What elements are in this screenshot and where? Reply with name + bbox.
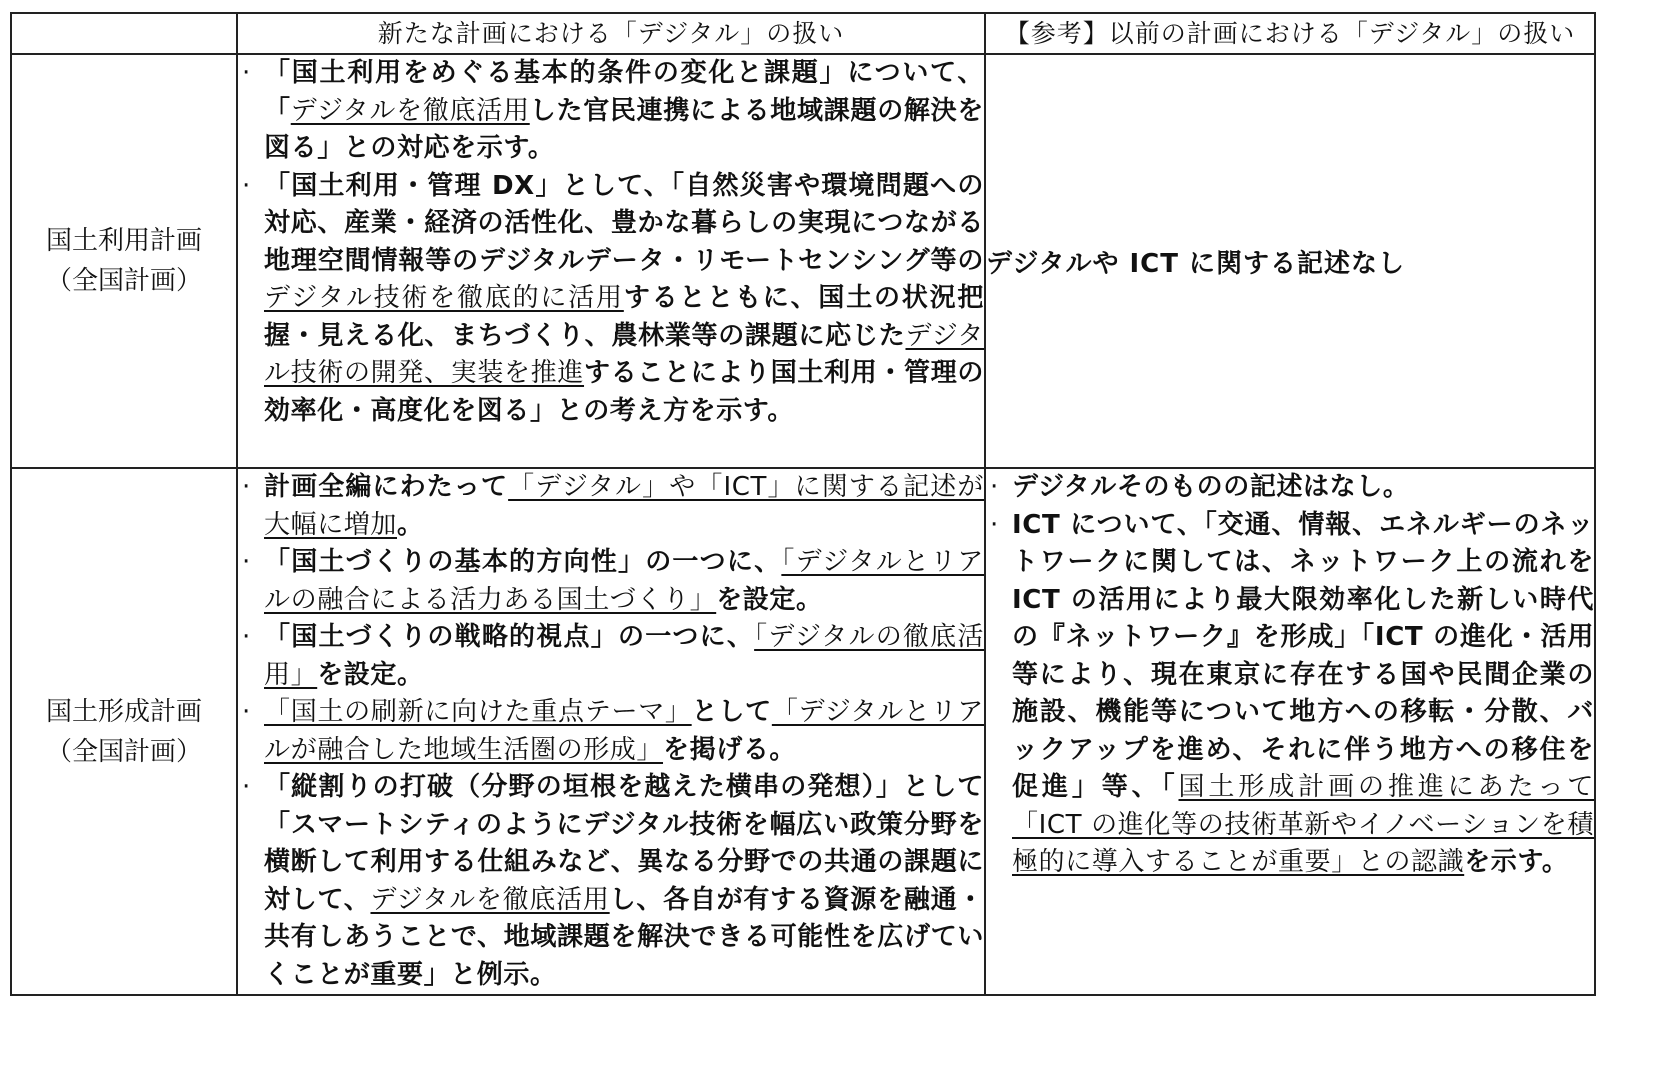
bullet-text: 計画全編にわたって (264, 472, 509, 502)
underlined-text: 「デジタル」や「ICT」に関する記述が大幅に増加 (264, 472, 985, 540)
bullet-text: 「国土づくりの戦略的視点」の一つに、 (264, 622, 755, 652)
underlined-text: 「国土の刷新に向けた重点テーマ」 (264, 697, 692, 727)
underlined-text: デジタル技術を徹底的に活用 (264, 283, 624, 313)
bullet-item (238, 168, 984, 431)
bullet-text: を設定。 (317, 659, 424, 690)
bullet-dot: · (242, 697, 251, 727)
bullet-text: した官民連携による地域課題の解決を図る」との対応を示す。 (264, 95, 984, 163)
row-label (11, 468, 237, 995)
bullet-text: し、各自が有する資源を融通・共有しあうことで、地域課題を解決できる可能性を広げていくことが重要」と例示。 (264, 884, 985, 990)
bullet-item (238, 619, 984, 694)
bullet-text: 「縦割りの打破（分野の垣根を越えた横串の発想）」として「スマートシティのようにデジタル技術を幅広い政策分野を横断して利用する仕組みなど、異なる分野での共通の課題に対して、 (264, 772, 984, 915)
row-label (11, 54, 237, 468)
bullet-dot: · (242, 472, 251, 502)
underlined-text: デジタル技術の開発、実装を推進 (264, 320, 985, 388)
row-label-line1: 国土形成計画 (45, 696, 202, 727)
bullet-dot: · (242, 622, 251, 652)
bullet-dot: · (242, 170, 251, 201)
table-row (11, 468, 1595, 995)
row-label-line1: 国土利用計画 (45, 226, 202, 256)
bullet-text: を示す。 (1464, 847, 1569, 877)
bullet-dot: · (242, 772, 251, 802)
bullet-item (238, 769, 984, 994)
bullet-list (986, 469, 1594, 882)
header-row (11, 13, 1595, 54)
bullet-text: を掲げる。 (663, 734, 797, 765)
row-label-line2: （全国計画） (45, 736, 202, 767)
underlined-text: 「デジタルとリアルが融合した地域生活圏の形成」 (264, 697, 984, 765)
previous-plan-cell (985, 468, 1595, 995)
bullet-text: ICT について、「交通、情報、エネルギーのネットワークに関しては、ネットワーク上の流れを ICT の活用により最大限効率化した新しい時代の『ネットワーク』を形成」「ICT の進化・活用等により、現在東京に存在する国や民間企業の施設、機能等について地方への移転・分散、バックアップを進め、それに伴う地方への移住を促進」等、「 (1012, 509, 1594, 802)
bullet-text: することにより国土利用・管理の効率化・高度化を図る」との考え方を示す。 (264, 358, 984, 426)
underlined-text: 「デジタルの徹底活用」 (264, 622, 984, 690)
bullet-item (238, 55, 984, 168)
bullet-item (238, 469, 984, 544)
bullet-text: として (691, 697, 772, 727)
bullet-item (986, 469, 1594, 507)
underlined-text: 「デジタルとリアルの融合による活力ある国土づくり」 (264, 547, 984, 615)
bullet-item (986, 507, 1594, 882)
bullet-dot: · (990, 509, 999, 540)
bullet-dot: · (242, 58, 251, 88)
bullet-dot: · (990, 472, 999, 502)
previous-plan-cell: デジタルや ICT に関する記述なし (985, 54, 1595, 468)
bullet-list (238, 469, 984, 994)
row-label-line2: （全国計画） (45, 266, 202, 296)
bullet-text: を設定。 (716, 584, 823, 615)
underlined-text: デジタルを徹底活用 (370, 884, 610, 915)
bullet-text: デジタルそのものの記述はなし。 (1012, 472, 1410, 502)
bullet-list (238, 55, 984, 430)
new-plan-cell (237, 54, 985, 468)
bullet-item (238, 544, 984, 619)
bullet-text: 「国土づくりの基本的方向性」の一つに、 (264, 547, 782, 577)
header-previous-plan: 【参考】以前の計画における「デジタル」の扱い (985, 13, 1595, 54)
new-plan-cell (237, 468, 985, 995)
underlined-text: デジタルを徹底活用 (290, 95, 530, 126)
bullet-text: するとともに、国土の状況把握・見える化、まちづくり、農林業等の課題に応じた (264, 283, 984, 351)
bullet-dot: · (242, 547, 251, 577)
bullet-item (238, 694, 984, 769)
bullet-text: 。 (397, 509, 424, 540)
underlined-text: 国土形成計画の推進にあたって「ICT の進化等の技術革新やイノベーションを積極的に導入することが重要」との認識 (1012, 772, 1594, 877)
header-new-plan: 新たな計画における「デジタル」の扱い (237, 13, 985, 54)
table-row (11, 54, 1595, 468)
bullet-text: 「国土利用・管理 DX」として、「自然災害や環境問題への対応、産業・経済の活性化、豊かな暮らしの実現につながる地理空間情報等のデジタルデータ・リモートセンシング等の (264, 170, 984, 276)
header-empty-cell (11, 13, 237, 54)
comparison-table (10, 12, 1596, 996)
bullet-text: 「国土利用をめぐる基本的条件の変化と課題」について、「 (264, 58, 984, 126)
